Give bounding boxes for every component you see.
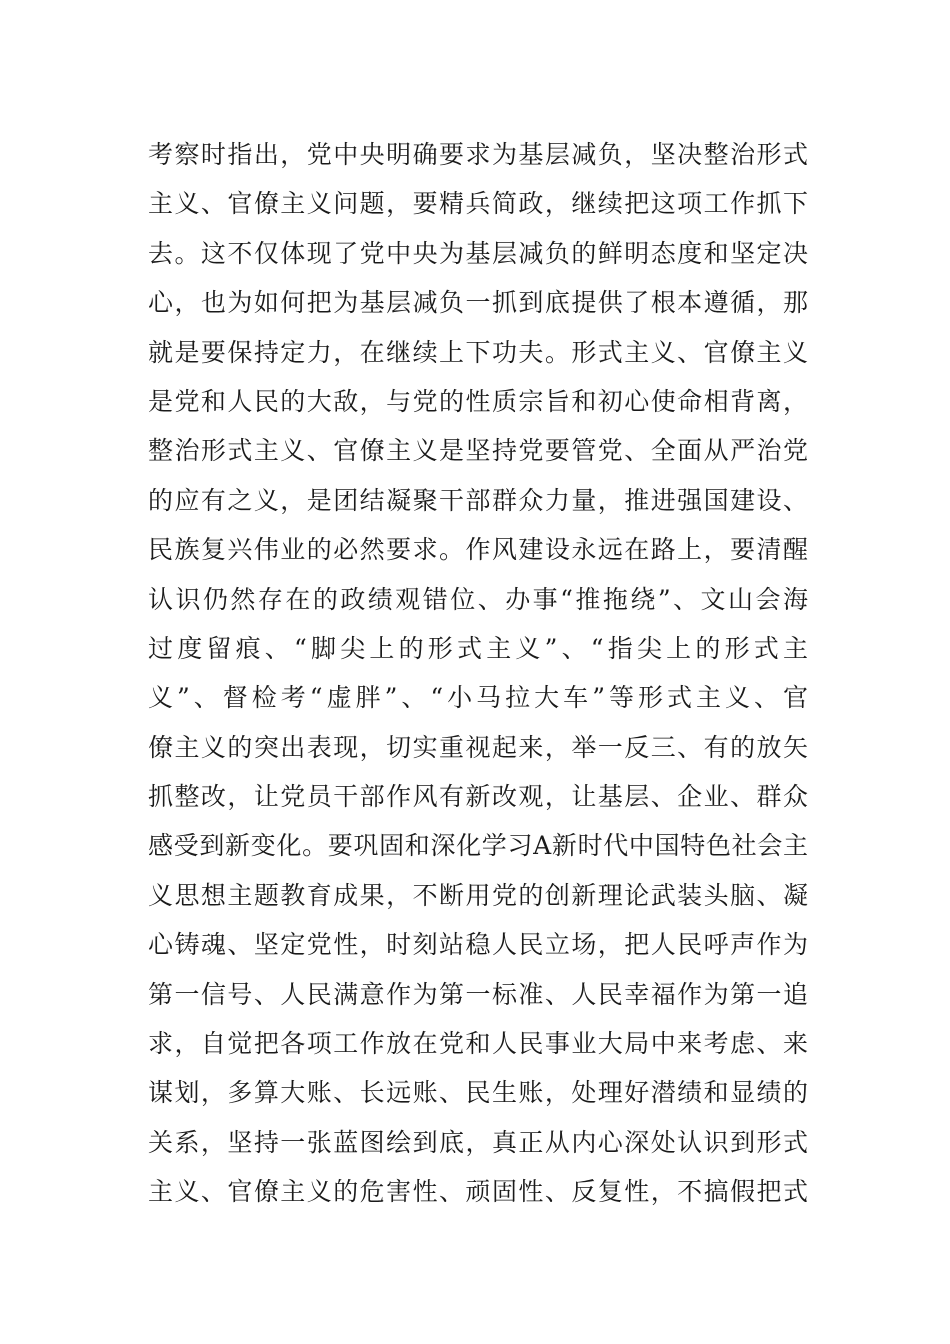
text-line: 抓整改，让党员干部作风有新改观，让基层、企业、群众 [148, 782, 808, 812]
text-line: 义思想主题教育成果，不断用党的创新理论武装头脑、凝 [148, 880, 808, 910]
text-line: 第一信号、人民满意作为第一标准、人民幸福作为第一追 [148, 979, 808, 1009]
text-line: 谋划，多算大账、长远账、民生账，处理好潜绩和显绩的 [148, 1078, 808, 1108]
text-line: 整治形式主义、官僚主义是坚持党要管党、全面从严治党 [148, 436, 808, 466]
text-line: 主义、官僚主义问题，要精兵简政，继续把这项工作抓下 [148, 189, 808, 219]
text-line: 的应有之义，是团结凝聚干部群众力量，推进强国建设、 [148, 485, 808, 515]
text-line: 感受到新变化。要巩固和深化学习A新时代中国特色社会主 [148, 831, 808, 861]
body-paragraph [148, 130, 808, 1217]
text-line: 义”、督检考“虚胖”、“小马拉大车”等形式主义、官 [148, 683, 808, 713]
text-line: 僚主义的突出表现，切实重视起来，举一反三、有的放矢 [148, 732, 808, 762]
text-line: 去。这不仅体现了党中央为基层减负的鲜明态度和坚定决 [148, 238, 808, 268]
text-line: 过度留痕、“脚尖上的形式主义”、“指尖上的形式主 [148, 633, 808, 663]
text-line: 民族复兴伟业的必然要求。作风建设永远在路上，要清醒 [148, 535, 808, 565]
text-line: 心铸魂、坚定党性，时刻站稳人民立场，把人民呼声作为 [148, 930, 808, 960]
text-line: 关系，坚持一张蓝图绘到底，真正从内心深处认识到形式 [148, 1127, 808, 1157]
text-line: 考察时指出，党中央明确要求为基层减负，坚决整治形式 [148, 140, 808, 169]
text-line: 是党和人民的大敌，与党的性质宗旨和初心使命相背离， [148, 386, 808, 416]
text-line: 就是要保持定力，在继续上下功夫。形式主义、官僚主义 [148, 337, 808, 367]
text-line: 求，自觉把各项工作放在党和人民事业大局中来考虑、来 [148, 1029, 808, 1059]
text-line: 心，也为如何把为基层减负一抓到底提供了根本遵循，那 [148, 288, 808, 318]
text-line: 主义、官僚主义的危害性、顽固性、反复性，不搞假把式 [148, 1177, 808, 1207]
text-line: 认识仍然存在的政绩观错位、办事“推拖绕”、文山会海 [148, 584, 808, 614]
